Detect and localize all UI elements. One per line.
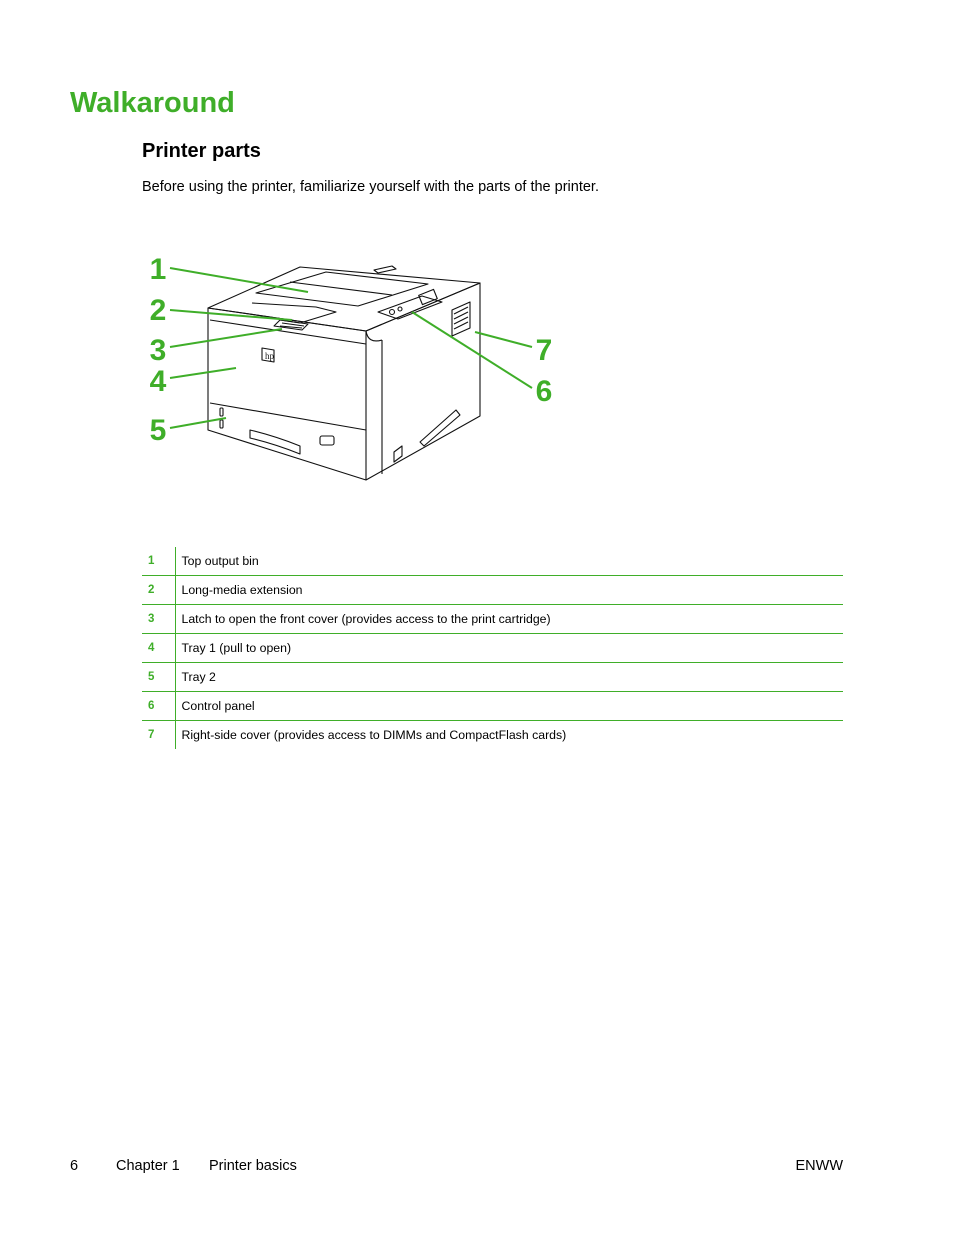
svg-text:hp: hp bbox=[265, 351, 274, 361]
tray2-handle bbox=[250, 430, 300, 454]
intro-text: Before using the printer, familiarize yourself with the parts of the printer. bbox=[142, 179, 599, 195]
callout-6: 6 bbox=[535, 375, 553, 408]
page-number: 6 bbox=[70, 1158, 79, 1174]
table-row bbox=[142, 547, 843, 576]
callout-4: 4 bbox=[149, 365, 167, 398]
page-heading: Walkaround bbox=[70, 87, 235, 119]
part-number: 4 bbox=[142, 634, 175, 663]
table-row bbox=[142, 634, 843, 663]
callout-3: 3 bbox=[149, 334, 167, 367]
parts-table bbox=[142, 547, 843, 749]
part-number: 3 bbox=[142, 605, 175, 634]
part-description: Latch to open the front cover (provides access to the print cartridge) bbox=[175, 605, 843, 634]
part-number: 6 bbox=[142, 692, 175, 721]
callout-5: 5 bbox=[149, 414, 167, 447]
part-description: Long-media extension bbox=[175, 576, 843, 605]
control-panel bbox=[378, 296, 442, 319]
part-number: 2 bbox=[142, 576, 175, 605]
table-row bbox=[142, 605, 843, 634]
footer-chapter: Chapter 1 bbox=[116, 1158, 180, 1174]
callout-1: 1 bbox=[149, 253, 167, 286]
part-description: Tray 1 (pull to open) bbox=[175, 634, 843, 663]
section-title: Printer parts bbox=[142, 140, 261, 162]
callout-2: 2 bbox=[149, 294, 167, 327]
printer-diagram bbox=[130, 240, 570, 490]
part-description: Top output bin bbox=[181, 554, 259, 568]
table-row bbox=[142, 663, 843, 692]
part-description: Control panel bbox=[175, 692, 843, 721]
footer-chapter-title: Printer basics bbox=[209, 1158, 297, 1174]
part-number: 7 bbox=[142, 721, 175, 750]
printer-front-face bbox=[208, 308, 366, 480]
footer-doc-code: ENWW bbox=[795, 1158, 843, 1174]
part-description: Tray 2 bbox=[175, 663, 843, 692]
callout-7: 7 bbox=[535, 334, 553, 367]
table-row bbox=[142, 576, 843, 605]
printer-right-side bbox=[366, 283, 480, 480]
table-row bbox=[142, 721, 843, 750]
table-row bbox=[142, 692, 843, 721]
part-description: Right-side cover (provides access to DIMMs and CompactFlash cards) bbox=[175, 721, 843, 750]
part-number: 1 bbox=[142, 547, 175, 576]
printer-top-surface bbox=[208, 267, 480, 331]
part-number: 5 bbox=[142, 663, 175, 692]
